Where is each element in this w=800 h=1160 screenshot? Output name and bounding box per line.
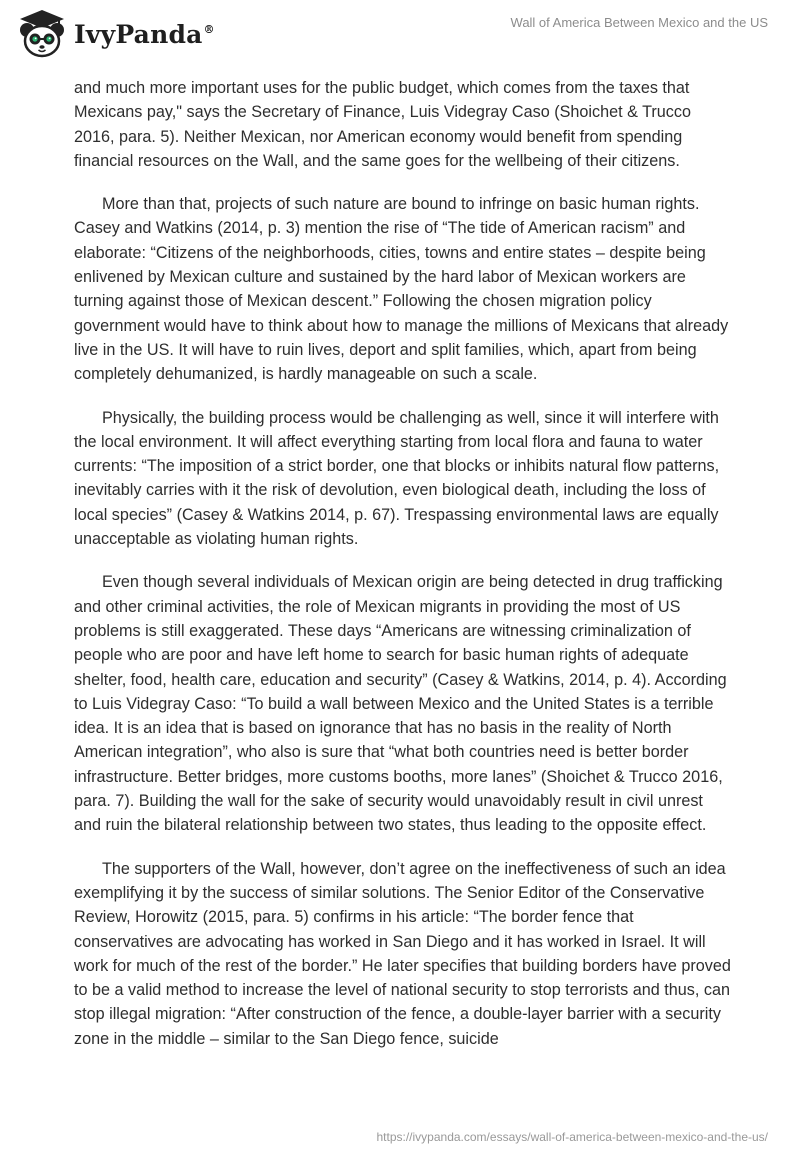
paragraph: The supporters of the Wall, however, don’t agree on the ineffectiveness of such an idea exemplifying it by the success of similar solutions. The Senior Editor of the Conservative Review, Horowitz (2015, para. 5) confirms in his article: “The border fence that conservatives are advocating has worked in San Diego and it has worked in Israel. It will work for much of the rest of the border.” He later specifies that building borders have proved to be a valid method to increase the level of national security to stop terrorists and thus, can stop illegal migration: “After construction of the fence, a double-layer barrier with a security zone in the middle – similar to the San Diego fence, suicide	[74, 859, 731, 1048]
paragraph: and much more important uses for the public budget, which comes from the taxes that Mexicans pay," says the Secretary of Finance, Luis Videgray Caso (Shoichet & Trucco 2016, para. 5). Neither Mexican, nor American economy would benefit from spending financial resources on the Wall, and the same goes for the wellbeing of their citizens.	[74, 79, 691, 170]
brand-logo[interactable]	[14, 6, 215, 62]
document-title: Wall of America Between Mexico and the US	[510, 15, 768, 30]
paragraph: Even though several individuals of Mexican origin are being detected in drug trafficking and other criminal activities, the role of Mexican migrants in providing the most of US problems is still exaggerated. These days “Americans are witnessing criminalization of people who are poor and have left home to search for basic human rights of adequate shelter, food, health care, education and security” (Casey & Watkins, 2014, p. 4). According to Luis Videgray Caso: “To build a wall between Mexico and the United States is a terrible idea. It is an idea that is based on ignorance that has no basis in the reality of North American integration”, who also is sure that “what both countries need is better border infrastructure. Better bridges, more customs booths, more lanes” (Shoichet & Trucco 2016, para. 7). Building the wall for the sake of security would unavoidably result in civil unrest and ruin the bilateral relationship between two states, thus leading to the opposite effect.	[74, 573, 727, 835]
source-url[interactable]: https://ivypanda.com/essays/wall-of-america-between-mexico-and-the-us/	[376, 1130, 768, 1144]
brand-name	[74, 20, 215, 49]
brand-reg-mark: ®	[203, 23, 215, 37]
essay-body	[74, 76, 734, 1070]
paragraph: More than that, projects of such nature are bound to infringe on basic human rights. Casey and Watkins (2014, p. 3) mention the rise of “The tide of American racism” and elaborate: “Citizens of the neighborhoods, cities, towns and entire states – despite being enlivened by Mexican culture and sustained by the hard labor of Mexican workers are turning against those of Mexican descent.” Following the chosen migration policy government would have to think about how to manage the millions of Mexicans that already live in the US. It will have to ruin lives, deport and split families, which, apart from being completely dehumanized, is hardly manageable on such a scale.	[74, 195, 729, 384]
panda-graduate-icon	[14, 6, 70, 62]
brand-name-text: IvyPanda	[74, 19, 203, 49]
paragraph: Physically, the building process would be challenging as well, since it will interfere with the local environment. It will affect everything starting from local flora and fauna to water currents: “The imposition of a strict border, one that blocks or inhibits natural flow patterns, inevitably carries with it the risk of devolution, even biological death, including the loss of local species” (Casey & Watkins 2014, p. 67). Trespassing environmental laws are equally unacceptable as violating human rights.	[74, 408, 720, 549]
page-header	[0, 0, 800, 68]
